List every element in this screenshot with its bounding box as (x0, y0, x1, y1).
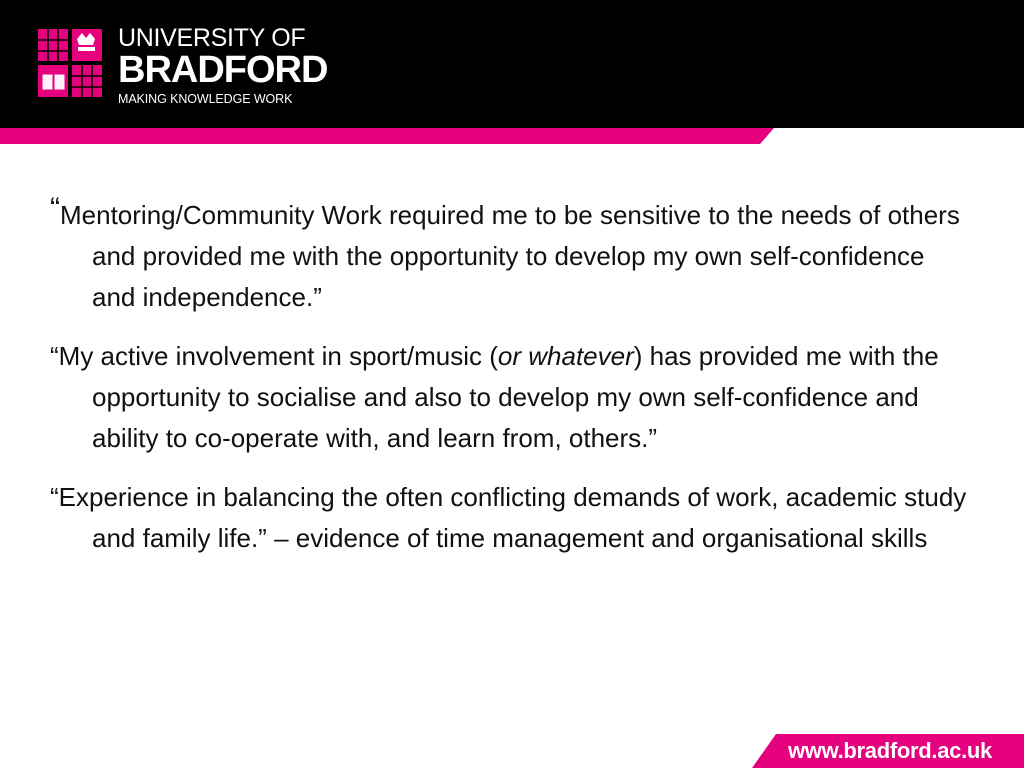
university-crest-icon (36, 27, 104, 99)
header-accent-stripe (0, 128, 1024, 144)
quote-2 (50, 336, 970, 459)
quote-2-text-start: “My active involvement in sport/music ( (50, 341, 498, 371)
quote-1 (50, 188, 970, 318)
opening-quote-mark: “ (50, 192, 60, 225)
quote-1-text: Mentoring/Community Work required me to be sensitive to the needs of others and provided me with the opportunity to develop my own self-confidence and independence.” (60, 200, 960, 312)
quote-2-text-end: ) has provided me with the opportunity to socialise and also to develop my own self-confidence and ability to co-operate with, and learn from, others.” (92, 341, 939, 453)
university-wordmark (118, 24, 327, 108)
wordmark-tagline: MAKING KNOWLEDGE WORK (118, 92, 293, 106)
quote-2-emphasis: or whatever (497, 341, 634, 371)
quote-3-text: “Experience in balancing the often conflicting demands of work, academic study and family life.” – evidence of time management and organisational skills (50, 482, 967, 553)
wordmark-line-1: UNIVERSITY OF (118, 24, 306, 52)
quote-list (50, 188, 970, 577)
footer-website-url[interactable]: www.bradford.ac.uk (787, 738, 992, 763)
wordmark-line-2: BRADFORD (118, 49, 328, 91)
quote-3 (50, 477, 970, 559)
